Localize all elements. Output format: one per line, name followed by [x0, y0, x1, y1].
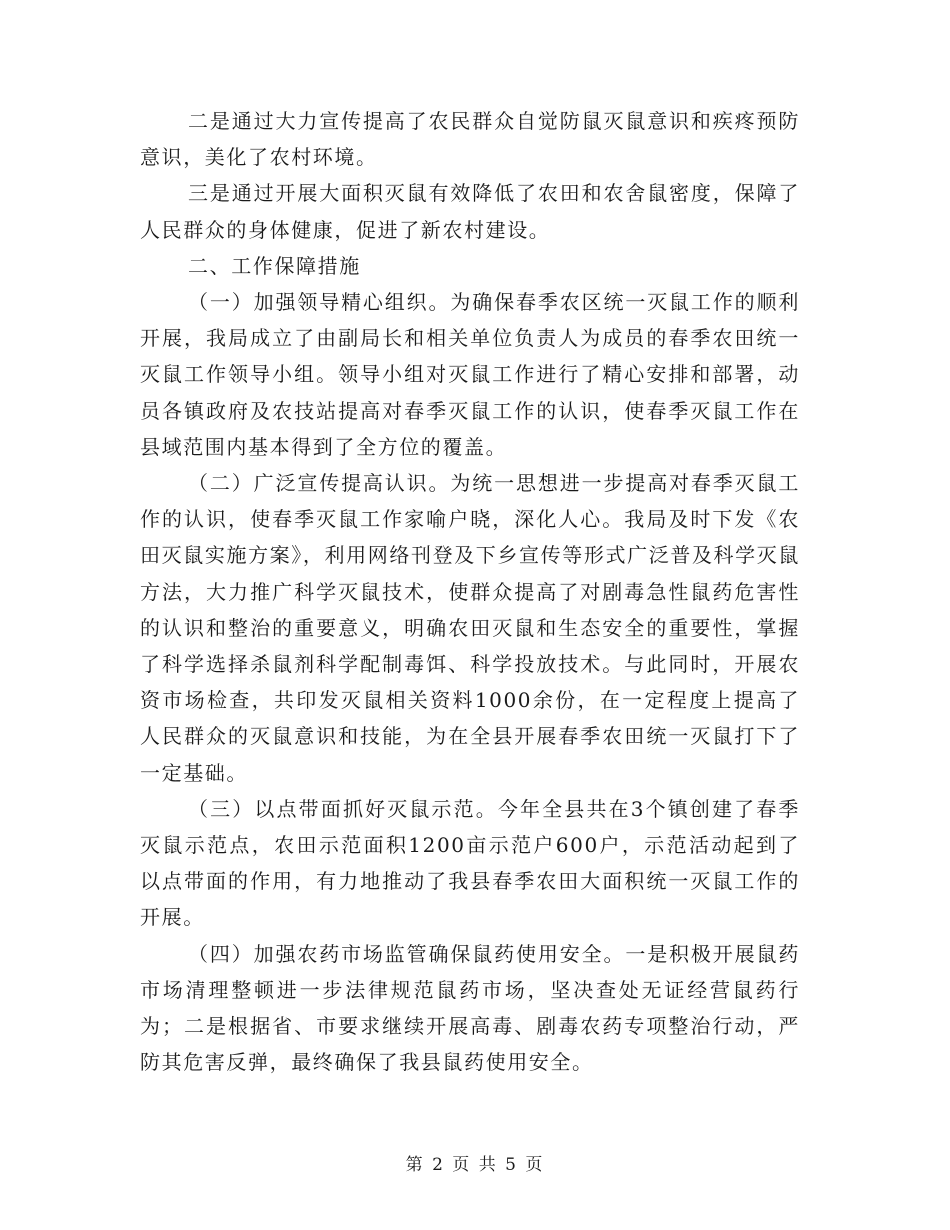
paragraph-measure-one: （一）加强领导精心组织。为确保春季农区统一灭鼠工作的顺利开展，我局成立了由副局长和相关单位负责人为成员的春季农田统一灭鼠工作领导小组。领导小组对灭鼠工作进行了精心安排和部署，动员各镇政府及农技站提高对春季灭鼠工作的认识，使春季灭鼠工作在县域范围内基本得到了全方位的覆盖。	[140, 290, 800, 459]
section-heading-work-measures: 二、工作保障措施	[188, 253, 361, 278]
page-number-footer: 第 2 页 共 5 页	[405, 1155, 545, 1175]
paragraph-measure-three: （三）以点带面抓好灭鼠示范。今年全县共在3个镇创建了春季灭鼠示范点，农田示范面积1200亩示范户600户，示范活动起到了以点带面的作用，有力地推动了我县春季农田大面积统一灭鼠工作的开展。	[140, 796, 800, 930]
paragraph-2-point-two: 二是通过大力宣传提高了农民群众自觉防鼠灭鼠意识和疾疼预防意识，美化了农村环境。	[140, 109, 800, 170]
document-body	[140, 103, 800, 1080]
paragraph-measure-four: （四）加强农药市场监管确保鼠药使用安全。一是积极开展鼠药市场清理整顿进一步法律规范鼠药市场，坚决查处无证经营鼠药行为；二是根据省、市要求继续开展高毒、剧毒农药专项整治行动，严防其危害反弹，最终确保了我县鼠药使用安全。	[140, 941, 800, 1075]
paragraph-measure-two: （二）广泛宣传提高认识。为统一思想进一步提高对春季灭鼠工作的认识，使春季灭鼠工作家喻户晓，深化人心。我局及时下发《农田灭鼠实施方案》，利用网络刊登及下乡宣传等形式广泛普及科学灭鼠方法，大力推广科学灭鼠技术，使群众提高了对剧毒急性鼠药危害性的认识和整治的重要意义，明确农田灭鼠和生态安全的重要性，掌握了科学选择杀鼠剂科学配制毒饵、科学投放技术。与此同时，开展农资市场检查，共印发灭鼠相关资料1000余份，在一定程度上提高了人民群众的灭鼠意识和技能，为在全县开展春季农田统一灭鼠打下了一定基础。	[140, 471, 800, 785]
paragraph-3-point-three: 三是通过开展大面积灭鼠有效降低了农田和农舍鼠密度，保障了人民群众的身体健康，促进了新农村建设。	[140, 181, 800, 242]
